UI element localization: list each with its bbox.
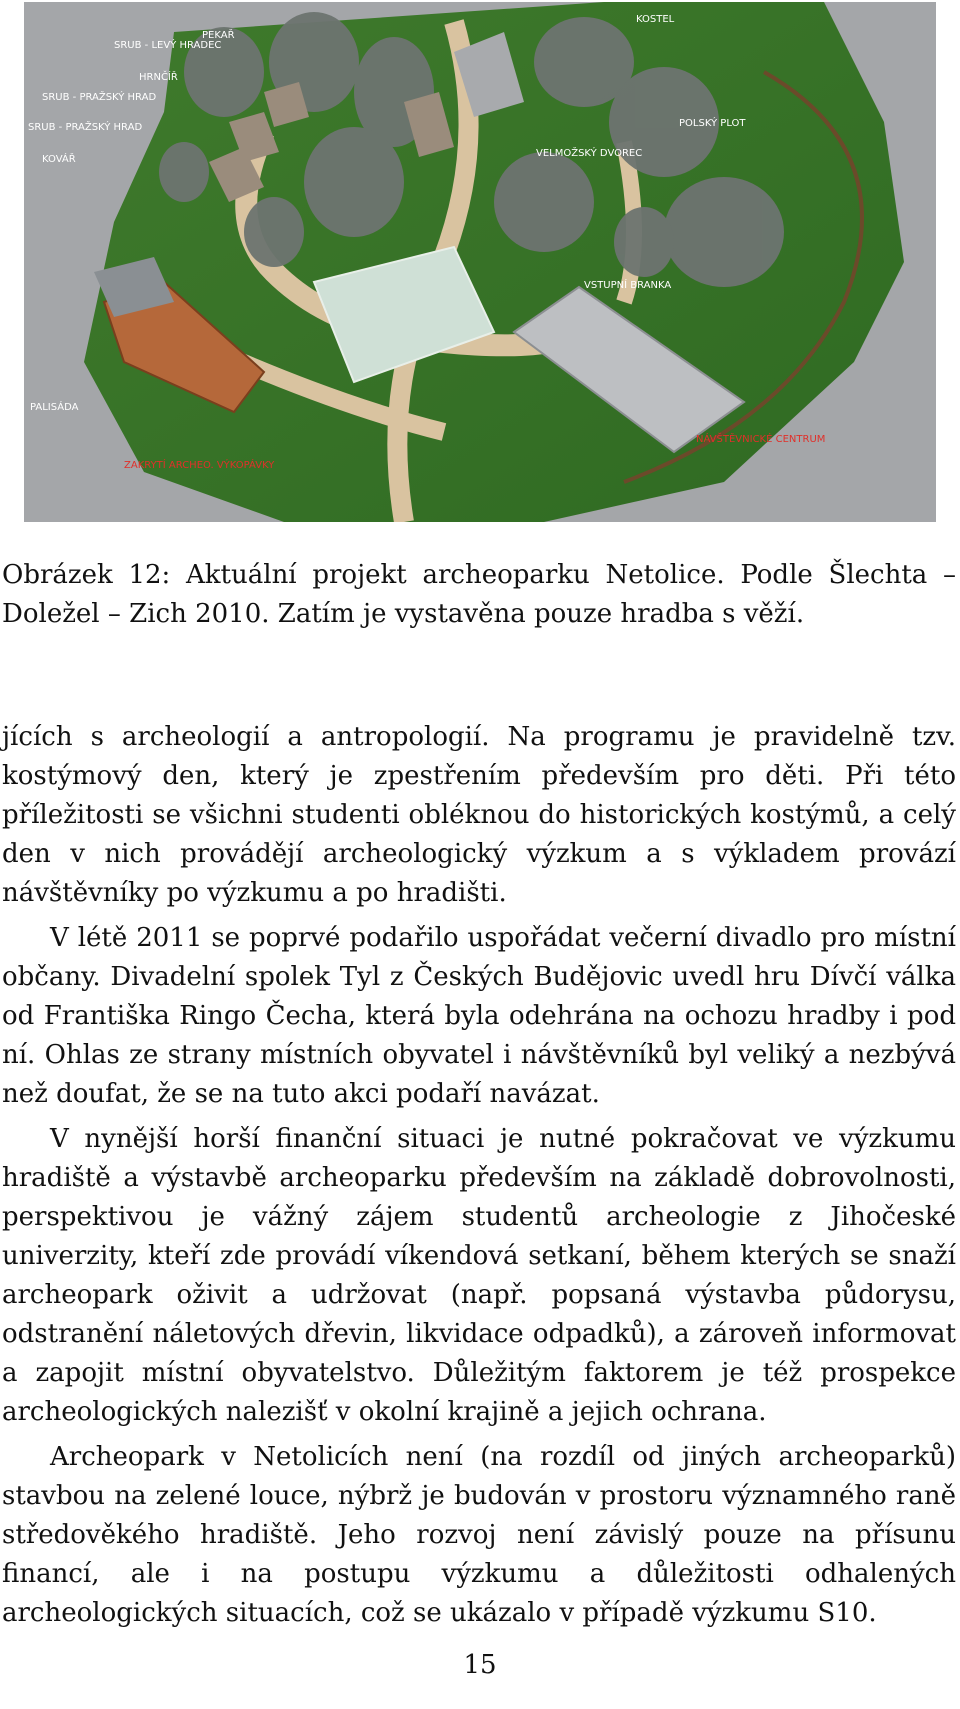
label-vstupni-branka: VSTUPNÍ BRANKA (584, 280, 672, 291)
label-zakryti: ZAKRYTÍ ARCHEO. VÝKOPÁVKY (124, 460, 275, 471)
label-palisada: PALISÁDA (30, 402, 79, 413)
page-number: 15 (463, 1650, 497, 1680)
archeopark-figure (24, 2, 936, 522)
paragraph-4: Archeopark v Netolicích není (na rozdíl od jiných archeoparků) stavbou na zelené louce, nýbrž je budován v prostoru významného raně středověkého hradiště. Jeho rozvoj není závislý pouze na přísunu financí, ale i na postupu výzkumu a důležitosti odhalených archeologických situacích, což se ukázalo v případě výzkumu S10. (2, 1442, 956, 1628)
label-srub-prazsky-1: SRUB - PRAŽSKÝ HRAD (42, 92, 157, 103)
paragraph-2: V létě 2011 se poprvé podařilo uspořádat večerní divadlo pro místní občany. Divadelní spolek Tyl z Českých Budějovic uvedl hru Dívčí válka od Františka Ringo Čecha, která byla odehrána na ochozu hradby i pod ní. Ohlas ze strany místních obyvatel i návštěvníků byl veliký a nezbývá než doufat, že se na tuto akci podaří navázat. (2, 923, 956, 1109)
label-srub-prazsky-2: SRUB - PRAŽSKÝ HRAD (28, 122, 143, 133)
figure-caption: Obrázek 12: Aktuální projekt archeoparku Netolice. Podle Šlechta – Doležel – Zich 2010. Zatím je vystavěna pouze hradba s věží. (2, 560, 956, 629)
paragraph-3: V nynější horší finanční situaci je nutné pokračovat ve výzkumu hradiště a výstavbě archeoparku především na základě dobrovolnosti, perspektivou je vážný zájem studentů archeologie z Jihočeské univerzity, kteří zde provádí víkendová setkaní, během kterých se snaží archeopark oživit a udržovat (např. popsaná výstavba půdorysu, odstranění náletových dřevin, likvidace odpadků), a zároveň informovat a zapojit místní obyvatelstvo. Důležitým faktorem je též prospekce archeologických nalezišť v okolní krajině a jejich ochrana. (2, 1124, 956, 1427)
label-velmozsky-dvorec: VELMOŽSKÝ DVOREC (536, 148, 643, 159)
paragraph-1: jících s archeologií a antropologií. Na programu je pravidelně tzv. kostýmový den, který je zpestřením především pro děti. Při této příležitosti se všichni studenti obléknou do historických kostýmů, a celý den v nich provádějí archeologický výzkum a s výkladem provází návštěvníky po výzkumu a po hradišti. (2, 722, 956, 908)
label-polsky-plot: POLSKÝ PLOT (679, 118, 746, 129)
label-kovar: KOVÁŘ (42, 154, 76, 165)
body-text (2, 718, 956, 1633)
archeopark-plan-illustration (24, 2, 936, 522)
label-hrncir: HRNČÍŘ (139, 72, 178, 83)
label-navstevnicke: NÁVŠTĚVNICKÉ CENTRUM (696, 434, 826, 445)
label-kostel: KOSTEL (636, 14, 675, 25)
label-pekar: PEKAŘ (202, 30, 235, 41)
label-srub-levy: SRUB - LEVÝ HRADEC (114, 40, 222, 51)
